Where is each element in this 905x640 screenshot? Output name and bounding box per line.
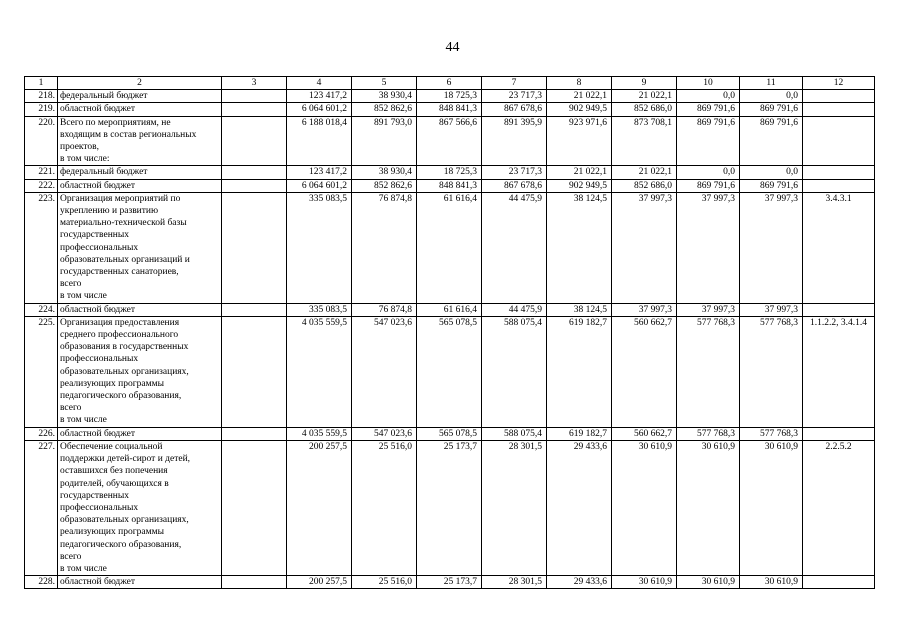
value-cell: 869 791,6: [740, 116, 803, 166]
header-cell: 3: [222, 77, 287, 90]
value-cell: 923 971,6: [547, 116, 612, 166]
row-name-cell: [58, 576, 222, 589]
row-number-cell: 225.: [25, 316, 58, 427]
row-name-line: оставшихся без попечения: [60, 466, 168, 477]
value-cell: 335 083,5: [287, 192, 352, 303]
value-cell: 30 610,9: [612, 440, 677, 575]
value-cell: 852 686,0: [612, 103, 677, 116]
value-cell: 577 768,3: [677, 427, 740, 440]
value-cell: 44 475,9: [482, 192, 547, 303]
value-cell: 869 791,6: [677, 116, 740, 166]
value-cell: 577 768,3: [677, 316, 740, 427]
value-cell: 869 791,6: [740, 179, 803, 192]
value-cell: 123 417,2: [287, 90, 352, 103]
value-cell: 547 023,6: [352, 316, 417, 427]
row-name-cell: [58, 316, 222, 427]
budget-table: [24, 76, 875, 589]
header-cell: 10: [677, 77, 740, 90]
value-cell: 873 708,1: [612, 116, 677, 166]
value-cell: 0,0: [740, 90, 803, 103]
row-name-line: образования в государственных: [60, 342, 189, 353]
table-body: [25, 77, 875, 589]
value-cell: 869 791,6: [740, 103, 803, 116]
table-row: [25, 440, 875, 575]
row-name-line: входящим в состав региональных: [60, 129, 197, 140]
value-cell: 29 433,6: [547, 440, 612, 575]
value-cell: 902 949,5: [547, 103, 612, 116]
value-cell: 869 791,6: [677, 179, 740, 192]
value-cell: 37 997,3: [740, 192, 803, 303]
value-cell: 30 610,9: [740, 440, 803, 575]
value-cell: 38 124,5: [547, 192, 612, 303]
row-name-line: областной бюджет: [60, 428, 136, 439]
row-name-line: областной бюджет: [60, 180, 136, 191]
row-number-cell: 218.: [25, 90, 58, 103]
value-cell: 21 022,1: [547, 90, 612, 103]
value-cell: 38 930,4: [352, 90, 417, 103]
row-name-line: государственных: [60, 230, 130, 241]
column-3-cell: [222, 427, 287, 440]
value-cell: 6 064 601,2: [287, 179, 352, 192]
value-cell: 25 516,0: [352, 440, 417, 575]
header-cell: 2: [58, 77, 222, 90]
value-cell: 560 662,7: [612, 316, 677, 427]
table-row: [25, 90, 875, 103]
code-cell: [803, 90, 875, 103]
row-number-cell: 221.: [25, 166, 58, 179]
value-cell: 565 078,5: [417, 316, 482, 427]
value-cell: 6 064 601,2: [287, 103, 352, 116]
row-name-line: областной бюджет: [60, 304, 136, 315]
column-3-cell: [222, 116, 287, 166]
value-cell: 867 678,6: [482, 103, 547, 116]
value-cell: 588 075,4: [482, 427, 547, 440]
row-name-line: профессиональных: [60, 242, 139, 253]
column-3-cell: [222, 303, 287, 316]
row-name-cell: [58, 440, 222, 575]
row-name-line: образовательных организаций и: [60, 254, 190, 265]
table-row: [25, 192, 875, 303]
value-cell: 852 862,6: [352, 179, 417, 192]
row-name-line: Организация предоставления: [60, 317, 180, 328]
column-3-cell: [222, 103, 287, 116]
code-cell: [803, 166, 875, 179]
header-cell: 6: [417, 77, 482, 90]
value-cell: 21 022,1: [612, 90, 677, 103]
row-name-line: Обеспечение социальной: [60, 441, 163, 452]
value-cell: 891 793,0: [352, 116, 417, 166]
value-cell: 23 717,3: [482, 166, 547, 179]
value-cell: 565 078,5: [417, 427, 482, 440]
row-name-line: в том числе: [60, 415, 107, 426]
value-cell: 37 997,3: [612, 192, 677, 303]
value-cell: 123 417,2: [287, 166, 352, 179]
row-name-line: поддержки детей-сирот и детей,: [60, 454, 191, 465]
header-cell: 7: [482, 77, 547, 90]
table-row: [25, 427, 875, 440]
header-cell: 1: [25, 77, 58, 90]
row-name-line: образовательных организациях,: [60, 515, 189, 526]
row-name-cell: [58, 103, 222, 116]
row-name-cell: [58, 192, 222, 303]
table-row: [25, 116, 875, 166]
value-cell: 560 662,7: [612, 427, 677, 440]
code-cell: [803, 427, 875, 440]
header-cell: 11: [740, 77, 803, 90]
row-number-cell: 220.: [25, 116, 58, 166]
table-row: [25, 303, 875, 316]
value-cell: 200 257,5: [287, 576, 352, 589]
value-cell: 21 022,1: [547, 166, 612, 179]
value-cell: 619 182,7: [547, 316, 612, 427]
row-name-cell: [58, 90, 222, 103]
row-name-line: федеральный бюджет: [60, 167, 148, 178]
row-name-line: в том числе:: [60, 154, 110, 165]
value-cell: 577 768,3: [740, 316, 803, 427]
row-name-line: государственных: [60, 490, 130, 501]
column-3-cell: [222, 90, 287, 103]
value-cell: 0,0: [677, 166, 740, 179]
code-cell: 1.1.2.2, 3.4.1.4: [803, 316, 875, 427]
row-name-line: материально-технической базы: [60, 218, 187, 229]
row-name-line: в том числе: [60, 291, 107, 302]
row-name-line: реализующих программы: [60, 378, 164, 389]
value-cell: 6 188 018,4: [287, 116, 352, 166]
value-cell: 577 768,3: [740, 427, 803, 440]
code-cell: 3.4.3.1: [803, 192, 875, 303]
table-row: [25, 576, 875, 589]
value-cell: 335 083,5: [287, 303, 352, 316]
value-cell: 23 717,3: [482, 90, 547, 103]
code-cell: 2.2.5.2: [803, 440, 875, 575]
row-name-line: среднего профессионального: [60, 330, 179, 341]
value-cell: 37 997,3: [677, 303, 740, 316]
code-cell: [803, 576, 875, 589]
row-name-line: укреплению и развитию: [60, 206, 159, 217]
table-row: [25, 166, 875, 179]
row-name-line: всего: [60, 403, 82, 414]
value-cell: 852 862,6: [352, 103, 417, 116]
value-cell: 867 566,6: [417, 116, 482, 166]
value-cell: 30 610,9: [677, 440, 740, 575]
value-cell: 30 610,9: [740, 576, 803, 589]
value-cell: 902 949,5: [547, 179, 612, 192]
row-name-cell: [58, 166, 222, 179]
value-cell: 848 841,3: [417, 179, 482, 192]
value-cell: 44 475,9: [482, 303, 547, 316]
value-cell: 38 930,4: [352, 166, 417, 179]
row-name-line: областной бюджет: [60, 577, 136, 588]
value-cell: 61 616,4: [417, 192, 482, 303]
row-name-cell: [58, 116, 222, 166]
code-cell: [803, 103, 875, 116]
value-cell: 0,0: [740, 166, 803, 179]
value-cell: 37 997,3: [612, 303, 677, 316]
value-cell: 18 725,3: [417, 90, 482, 103]
row-name-cell: [58, 179, 222, 192]
table-row: [25, 179, 875, 192]
row-name-line: всего: [60, 551, 82, 562]
header-cell: 8: [547, 77, 612, 90]
row-name-cell: [58, 427, 222, 440]
header-cell: 5: [352, 77, 417, 90]
header-cell: 9: [612, 77, 677, 90]
row-name-line: образовательных организациях,: [60, 366, 189, 377]
value-cell: 619 182,7: [547, 427, 612, 440]
row-name-line: профессиональных: [60, 354, 139, 365]
table-header-row: [25, 77, 875, 90]
value-cell: 25 173,7: [417, 576, 482, 589]
value-cell: 869 791,6: [677, 103, 740, 116]
value-cell: 25 516,0: [352, 576, 417, 589]
header-cell: 4: [287, 77, 352, 90]
column-3-cell: [222, 192, 287, 303]
row-name-line: Организация мероприятий по: [60, 193, 181, 204]
row-name-line: педагогического образования,: [60, 539, 182, 550]
value-cell: 38 124,5: [547, 303, 612, 316]
column-3-cell: [222, 179, 287, 192]
code-cell: [803, 179, 875, 192]
row-name-line: в том числе: [60, 563, 107, 574]
value-cell: 18 725,3: [417, 166, 482, 179]
value-cell: 867 678,6: [482, 179, 547, 192]
row-number-cell: 219.: [25, 103, 58, 116]
code-cell: [803, 303, 875, 316]
value-cell: 76 874,8: [352, 192, 417, 303]
value-cell: 848 841,3: [417, 103, 482, 116]
table-row: [25, 103, 875, 116]
table-row: [25, 316, 875, 427]
row-name-line: государственных санаториев,: [60, 267, 179, 278]
row-number-cell: 222.: [25, 179, 58, 192]
column-3-cell: [222, 316, 287, 427]
row-number-cell: 224.: [25, 303, 58, 316]
value-cell: 76 874,8: [352, 303, 417, 316]
row-name-line: родителей, обучающихся в: [60, 478, 169, 489]
value-cell: 891 395,9: [482, 116, 547, 166]
value-cell: 30 610,9: [677, 576, 740, 589]
row-name-line: проектов,: [60, 142, 100, 153]
row-name-line: профессиональных: [60, 502, 139, 513]
row-number-cell: 228.: [25, 576, 58, 589]
value-cell: 30 610,9: [612, 576, 677, 589]
value-cell: 588 075,4: [482, 316, 547, 427]
column-3-cell: [222, 440, 287, 575]
value-cell: 4 035 559,5: [287, 427, 352, 440]
value-cell: 37 997,3: [677, 192, 740, 303]
row-number-cell: 223.: [25, 192, 58, 303]
value-cell: 37 997,3: [740, 303, 803, 316]
column-3-cell: [222, 576, 287, 589]
row-number-cell: 226.: [25, 427, 58, 440]
value-cell: 25 173,7: [417, 440, 482, 575]
value-cell: 29 433,6: [547, 576, 612, 589]
value-cell: 4 035 559,5: [287, 316, 352, 427]
row-name-line: областной бюджет: [60, 104, 136, 115]
column-3-cell: [222, 166, 287, 179]
header-cell: 12: [803, 77, 875, 90]
value-cell: 28 301,5: [482, 576, 547, 589]
row-number-cell: 227.: [25, 440, 58, 575]
row-name-cell: [58, 303, 222, 316]
value-cell: 61 616,4: [417, 303, 482, 316]
value-cell: 547 023,6: [352, 427, 417, 440]
row-name-line: всего: [60, 279, 82, 290]
row-name-line: федеральный бюджет: [60, 91, 148, 102]
value-cell: 21 022,1: [612, 166, 677, 179]
row-name-line: Всего по мероприятиям, не: [60, 117, 171, 128]
value-cell: 0,0: [677, 90, 740, 103]
value-cell: 200 257,5: [287, 440, 352, 575]
row-name-line: педагогического образования,: [60, 391, 182, 402]
page-number: 44: [445, 40, 460, 55]
row-name-line: реализующих программы: [60, 527, 164, 538]
value-cell: 852 686,0: [612, 179, 677, 192]
value-cell: 28 301,5: [482, 440, 547, 575]
code-cell: [803, 116, 875, 166]
